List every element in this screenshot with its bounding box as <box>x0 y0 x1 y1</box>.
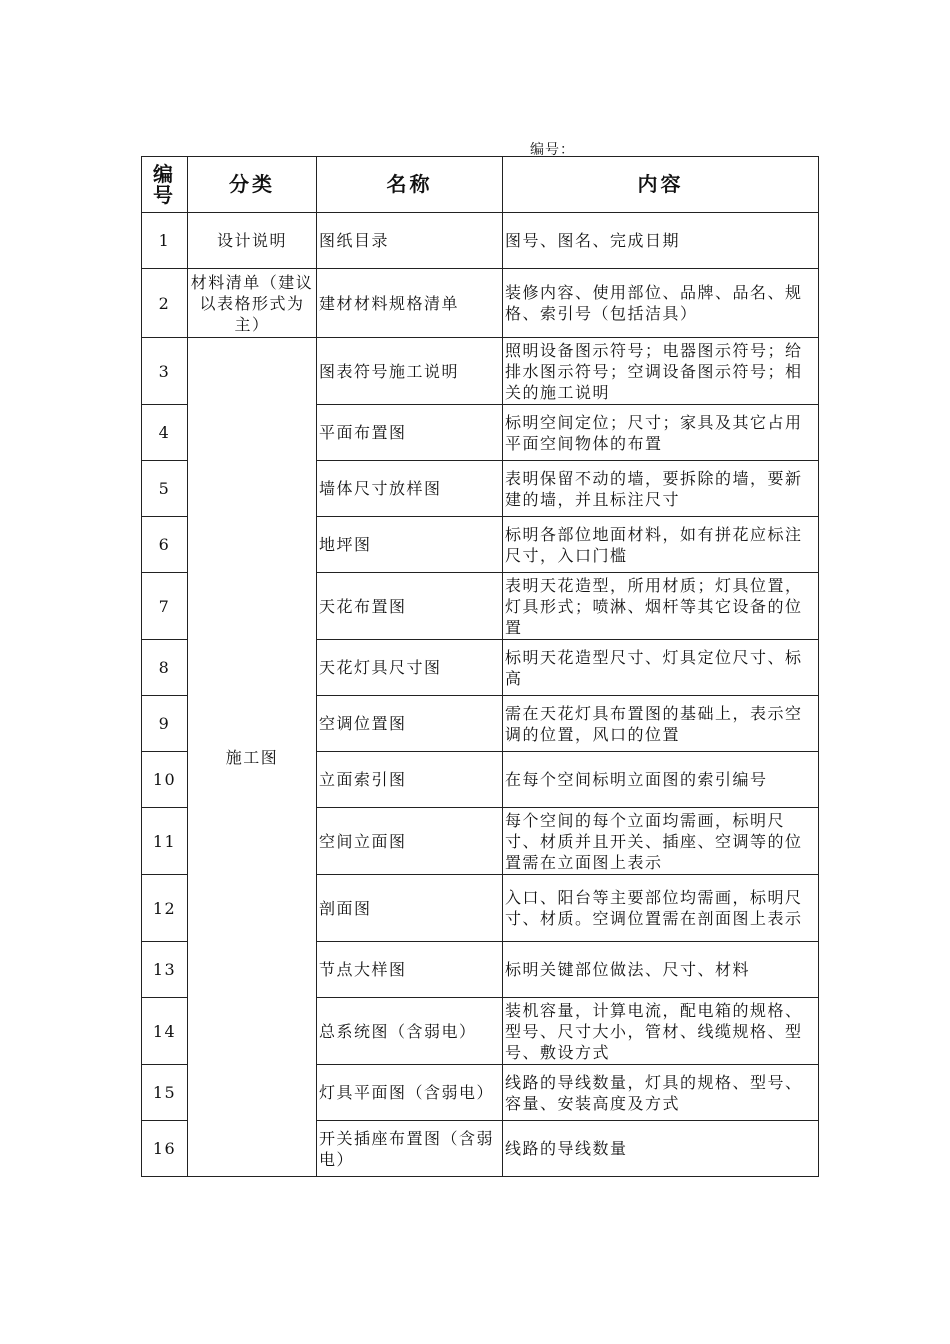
row-num: 7 <box>142 573 188 640</box>
row-num: 15 <box>142 1065 188 1121</box>
row-name: 空间立面图 <box>317 808 503 875</box>
header-content: 内容 <box>503 157 819 213</box>
row-num: 1 <box>142 213 188 269</box>
row-num: 3 <box>142 338 188 405</box>
table-header-row <box>142 157 819 213</box>
row-name: 图表符号施工说明 <box>317 338 503 405</box>
row-name: 空调位置图 <box>317 696 503 752</box>
row-num: 16 <box>142 1121 188 1177</box>
row-content: 装修内容、使用部位、品牌、品名、规格、索引号（包括洁具） <box>503 269 819 338</box>
row-num: 13 <box>142 942 188 998</box>
row-name: 剖面图 <box>317 875 503 942</box>
row-content: 线路的导线数量 <box>503 1121 819 1177</box>
row-num: 6 <box>142 517 188 573</box>
row-num: 5 <box>142 461 188 517</box>
table-row <box>142 338 819 405</box>
row-name: 节点大样图 <box>317 942 503 998</box>
row-num: 9 <box>142 696 188 752</box>
row-content: 照明设备图示符号；电器图示符号；给排水图示符号；空调设备图示符号；相关的施工说明 <box>503 338 819 405</box>
row-content: 标明各部位地面材料，如有拼花应标注尺寸，入口门槛 <box>503 517 819 573</box>
row-name: 墙体尺寸放样图 <box>317 461 503 517</box>
row-content: 每个空间的每个立面均需画，标明尺寸、材质并且开关、插座、空调等的位置需在立面图上表示 <box>503 808 819 875</box>
row-num: 11 <box>142 808 188 875</box>
row-content: 标明天花造型尺寸、灯具定位尺寸、标高 <box>503 640 819 696</box>
row-content: 标明关键部位做法、尺寸、材料 <box>503 942 819 998</box>
row-name: 立面索引图 <box>317 752 503 808</box>
drawing-list-table <box>141 156 819 1177</box>
row-category-construction-drawings: 施工图 <box>188 338 317 1177</box>
row-name: 天花布置图 <box>317 573 503 640</box>
row-name: 天花灯具尺寸图 <box>317 640 503 696</box>
header-name: 名称 <box>317 157 503 213</box>
row-content: 在每个空间标明立面图的索引编号 <box>503 752 819 808</box>
row-content: 装机容量，计算电流，配电箱的规格、型号、尺寸大小，管材、线缆规格、型号、敷设方式 <box>503 998 819 1065</box>
row-content: 线路的导线数量，灯具的规格、型号、容量、安装高度及方式 <box>503 1065 819 1121</box>
row-name: 建材材料规格清单 <box>317 269 503 338</box>
row-num: 14 <box>142 998 188 1065</box>
row-content: 需在天花灯具布置图的基础上，表示空调的位置，风口的位置 <box>503 696 819 752</box>
table-row <box>142 213 819 269</box>
row-num: 8 <box>142 640 188 696</box>
table-row <box>142 269 819 338</box>
row-name: 平面布置图 <box>317 405 503 461</box>
row-content: 图号、图名、完成日期 <box>503 213 819 269</box>
row-num: 12 <box>142 875 188 942</box>
row-num: 10 <box>142 752 188 808</box>
row-category: 设计说明 <box>188 213 317 269</box>
row-name: 图纸目录 <box>317 213 503 269</box>
header-num: 编号 <box>142 157 188 213</box>
header-category: 分类 <box>188 157 317 213</box>
row-content: 标明空间定位；尺寸；家具及其它占用平面空间物体的布置 <box>503 405 819 461</box>
row-content: 入口、阳台等主要部位均需画，标明尺寸、材质。空调位置需在剖面图上表示 <box>503 875 819 942</box>
row-name: 总系统图（含弱电） <box>317 998 503 1065</box>
row-num: 2 <box>142 269 188 338</box>
row-name: 灯具平面图（含弱电） <box>317 1065 503 1121</box>
row-name: 开关插座布置图（含弱电） <box>317 1121 503 1177</box>
row-category: 材料清单（建议以表格形式为主） <box>188 269 317 338</box>
row-num: 4 <box>142 405 188 461</box>
row-content: 表明保留不动的墙，要拆除的墙，要新建的墙，并且标注尺寸 <box>503 461 819 517</box>
row-content: 表明天花造型，所用材质；灯具位置，灯具形式；喷淋、烟杆等其它设备的位置 <box>503 573 819 640</box>
row-name: 地坪图 <box>317 517 503 573</box>
doc-number-label: 编号： <box>530 142 575 158</box>
